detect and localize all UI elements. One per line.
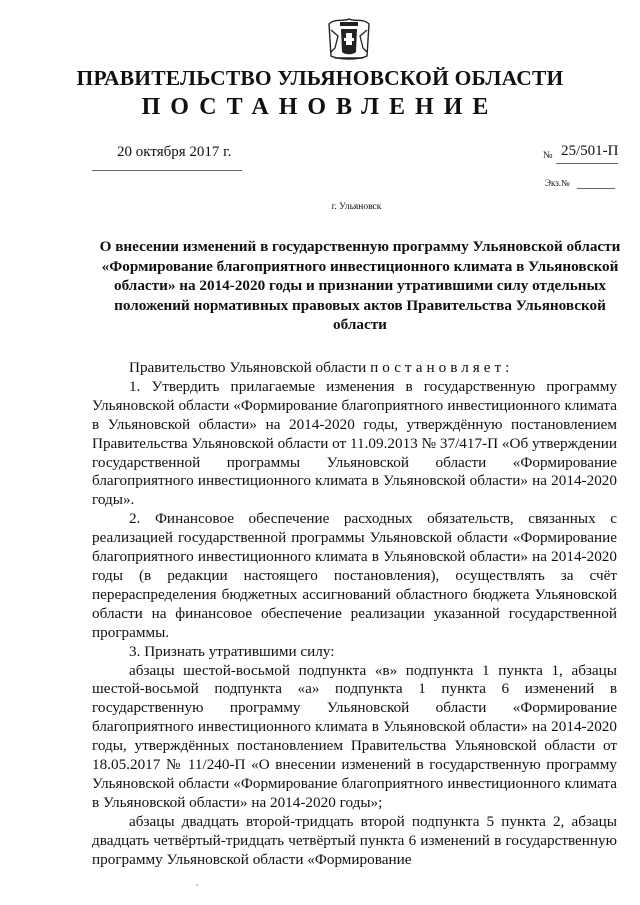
number-prefix: № <box>543 150 553 161</box>
coat-of-arms-icon <box>325 16 373 62</box>
scan-speck <box>196 884 198 886</box>
paragraph-2: 2. Финансовое обеспечение расходных обязательств, связанных с реализацией государственной программы Ульяновской области «Формирование благоприятного инвестиционного климата в Ульяновской области» на 2014-2020 годы (в редакции настоящего постановления), осуществлять за счёт перераспределения бюджетных ассигнований областного бюджета Ульяновской области на финансовое обеспечение реализации указанной государственной программы. <box>92 510 617 641</box>
document-number: 25/501-П <box>561 143 619 159</box>
paragraph-1: 1. Утвердить прилагаемые изменения в государственную программу Ульяновской области «Формирование благоприятного инвестиционного климата в Ульяновской области» на 2014-2020 годы, утверждённую постановлением Правительства Ульяновской области от 11.09.2013 № 37/417-П «Об утверждении государственной программы Ульяновской области «Формирование благоприятного инвестиционного климата в Ульяновской области» на 2014-2020 годы». <box>92 377 617 509</box>
copy-number-label: Экз.№ <box>545 178 570 188</box>
document-date: 20 октября 2017 г. <box>117 144 232 160</box>
number-underline <box>556 163 618 164</box>
paragraph-4: абзацы шестой-восьмой подпункта «в» подпункта 1 пункта 1, абзацы шестой-восьмой подпункта «а» подпункта 1 пункта 6 изменений в государственную программу Ульяновской области «Формирование благоприятного инвестиционного климата в Ульяновской области» на 2014-2020 годы, утверждённых постановлением Правительства Ульяновской области от 18.05.2017 № 11/240-П «О внесении изменений в государственную программу Ульяновской области «Формирование благоприятного инвестиционного климата в Ульяновской области» на 2014-2020 годы»; <box>92 661 617 811</box>
copy-number-underline <box>577 188 615 189</box>
intro-verb: постановляет: <box>370 359 514 376</box>
intro-subject: Правительство Ульяновской области <box>129 359 367 376</box>
document-type: ПОСТАНОВЛЕНИЕ <box>141 94 499 120</box>
intro-paragraph <box>92 359 617 378</box>
document-heading: О внесении изменений в государственную программу Ульяновской области «Формирование благоприятного инвестиционного климата в Ульяновской области» на 2014-2020 годы и признании утратившими силу отдельных положений нормативных правовых актов Правительства Ульяновской области <box>99 238 621 333</box>
document-body <box>92 359 617 869</box>
date-underline <box>92 170 242 171</box>
government-title: ПРАВИТЕЛЬСТВО УЛЬЯНОВСКОЙ ОБЛАСТИ <box>76 66 564 90</box>
city-name: г. Ульяновск <box>331 202 382 212</box>
paragraph-3: 3. Признать утратившими силу: <box>129 642 335 660</box>
paragraph-5: абзацы двадцать второй-тридцать второй подпункта 5 пункта 2, абзацы двадцать четвёртый-тридцать четвёртый пункта 6 изменений в государственную программу Ульяновской области «Формирование <box>92 812 617 868</box>
